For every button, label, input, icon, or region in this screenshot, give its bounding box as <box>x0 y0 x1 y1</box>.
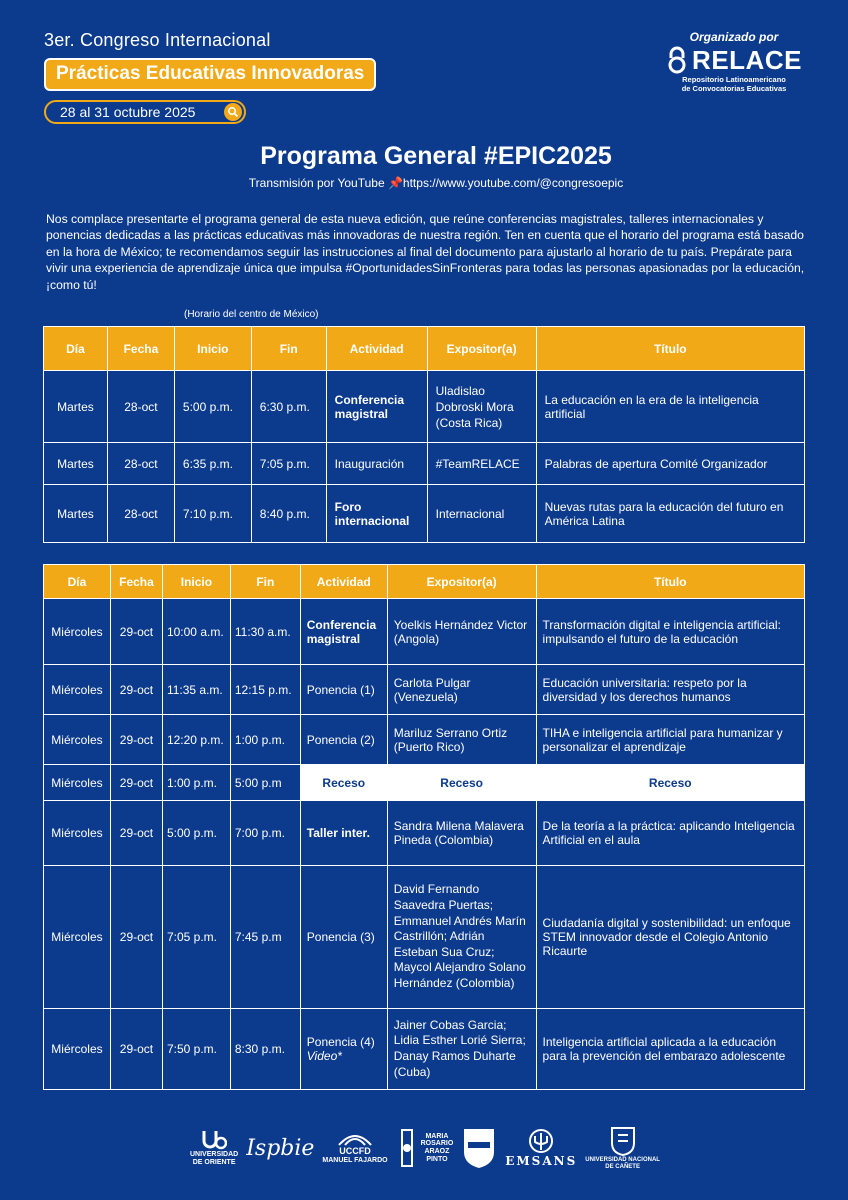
trident-icon <box>526 1128 556 1154</box>
col-fin: Fin <box>251 327 326 371</box>
table-row <box>44 866 805 1009</box>
maria-line-1: MARIA <box>425 1132 449 1140</box>
logo-canete <box>585 1125 660 1170</box>
logo-emsans <box>505 1128 577 1168</box>
col-actividad: Actividad <box>326 327 427 371</box>
cell-fecha: 29-oct <box>110 599 162 665</box>
cell-fecha: 29-oct <box>110 866 162 1009</box>
maria-line-4: PINTO <box>426 1155 448 1163</box>
cell-fin: 7:45 p.m <box>230 866 300 1009</box>
maria-line-2: ROSARIO <box>420 1140 454 1148</box>
cell-dia: Martes <box>44 485 108 543</box>
maria-line-3: ARAOZ <box>424 1148 450 1155</box>
stream-label: Transmisión por YouTube <box>248 176 388 190</box>
logo-universidad-oriente <box>190 1129 238 1166</box>
uo-line-1: UNIVERSIDAD <box>190 1151 239 1159</box>
cell-expositor: Mariluz Serrano Ortiz (Puerto Rico) <box>387 715 536 765</box>
col-fecha: Fecha <box>107 327 174 371</box>
cell-expositor: #TeamRELACE <box>427 443 536 485</box>
cell-fecha: 29-oct <box>110 1009 162 1090</box>
gear-icon <box>396 1128 418 1168</box>
table-row <box>44 1009 805 1090</box>
schedule-table-wednesday <box>43 564 805 1090</box>
schedule-table-tuesday <box>43 326 805 543</box>
cell-actividad: Ponencia (1) <box>300 665 387 715</box>
emsans-name: EMSANS <box>505 1154 578 1168</box>
cell-inicio: 5:00 p.m. <box>162 801 230 866</box>
uccfd-arc-icon <box>335 1131 375 1147</box>
cell-expositor: Yoelkis Hernández Victor (Angola) <box>387 599 536 665</box>
search-icon <box>224 103 242 121</box>
cell-inicio: 11:35 a.m. <box>162 665 230 715</box>
cell-inicio: 6:35 p.m. <box>174 443 251 485</box>
col-fecha: Fecha <box>110 565 162 599</box>
cell-actividad <box>300 1009 387 1090</box>
page-title: Programa General #EPIC2025 <box>260 142 612 170</box>
logo-shield <box>461 1126 497 1170</box>
cell-dia: Miércoles <box>44 599 111 665</box>
crest-icon <box>609 1125 637 1157</box>
table-row <box>44 801 805 866</box>
col-inicio: Inicio <box>162 565 230 599</box>
cell-fecha: 29-oct <box>110 715 162 765</box>
relace-lockup <box>664 46 804 74</box>
event-banner: Prácticas Educativas Innovadoras <box>44 58 376 91</box>
relace-sub-line-1: Repositorio Latinoamericano <box>682 75 786 84</box>
cell-fin: 7:05 p.m. <box>251 443 326 485</box>
organized-by-label: Organizado por <box>689 30 779 44</box>
col-dia: Día <box>44 327 108 371</box>
pin-icon: 📌 <box>387 176 403 190</box>
stream-line <box>0 176 848 190</box>
cell-dia: Miércoles <box>44 801 111 866</box>
uccfd-sub: MANUEL FAJARDO <box>322 1157 388 1165</box>
col-dia: Día <box>44 565 111 599</box>
cell-dia: Miércoles <box>44 866 111 1009</box>
cell-dia: Miércoles <box>44 715 111 765</box>
event-dates: 28 al 31 octubre 2025 <box>60 104 196 120</box>
cell-dia: Martes <box>44 371 108 443</box>
cell-titulo: Receso <box>536 765 804 801</box>
cell-fecha: 29-oct <box>110 801 162 866</box>
uo-emblem-icon <box>201 1129 227 1151</box>
date-pill <box>44 100 246 124</box>
cell-titulo: La educación en la era de la inteligencia artificial <box>536 371 804 443</box>
table-row <box>44 715 805 765</box>
uo-line-2: DE ORIENTE <box>192 1159 236 1166</box>
cell-expositor: Internacional <box>427 485 536 543</box>
cell-expositor: Carlota Pulgar (Venezuela) <box>387 665 536 715</box>
shield-icon <box>461 1126 497 1170</box>
cell-expositor: Uladislao Dobroski Mora (Costa Rica) <box>427 371 536 443</box>
table-row <box>44 371 805 443</box>
cell-actividad: Foro internacional <box>326 485 427 543</box>
table-row <box>44 485 805 543</box>
canete-line-2: DE CAÑETE <box>605 1164 640 1170</box>
relace-subtitle <box>664 76 804 93</box>
table-row <box>44 599 805 665</box>
cell-actividad: Ponencia (2) <box>300 715 387 765</box>
cell-titulo: Inteligencia artificial aplicada a la educación para la prevención del embarazo adolescente <box>536 1009 804 1090</box>
lock-icon <box>666 46 688 74</box>
event-header <box>44 30 376 124</box>
cell-inicio: 5:00 p.m. <box>174 371 251 443</box>
cell-dia: Martes <box>44 443 108 485</box>
cell-actividad: Conferencia magistral <box>326 371 427 443</box>
cell-expositor: Sandra Milena Malavera Pineda (Colombia) <box>387 801 536 866</box>
cell-actividad: Receso <box>300 765 387 801</box>
stream-url[interactable]: https://www.youtube.com/@congresoepic <box>402 176 624 190</box>
cell-titulo: De la teoría a la práctica: aplicando Inteligencia Artificial en el aula <box>536 801 804 866</box>
cell-inicio: 7:05 p.m. <box>162 866 230 1009</box>
cell-fecha: 29-oct <box>110 765 162 801</box>
cell-fin: 5:00 p.m <box>230 765 300 801</box>
cell-fecha: 28-oct <box>107 485 174 543</box>
cell-titulo: Transformación digital e inteligencia artificial: impulsando el futuro de la educación <box>536 599 804 665</box>
col-expositor: Expositor(a) <box>427 327 536 371</box>
cell-dia: Miércoles <box>44 1009 111 1090</box>
cell-expositor: Receso <box>387 765 536 801</box>
organizer-logo <box>664 30 804 93</box>
cell-actividad: Conferencia magistral <box>300 599 387 665</box>
table-header <box>44 327 805 371</box>
cell-inicio: 10:00 a.m. <box>162 599 230 665</box>
sponsor-logos <box>190 1120 660 1176</box>
cell-actividad: Inauguración <box>326 443 427 485</box>
cell-titulo: Ciudadanía digital y sostenibilidad: un enfoque STEM innovador desde el Colegio Antonio Ricaurte <box>536 866 804 1009</box>
cell-actividad: Ponencia (3) <box>300 866 387 1009</box>
cell-titulo: Palabras de apertura Comité Organizador <box>536 443 804 485</box>
cell-inicio: 7:10 p.m. <box>174 485 251 543</box>
activity-label: Ponencia (4) <box>306 1035 375 1049</box>
col-actividad: Actividad <box>300 565 387 599</box>
cell-titulo: Educación universitaria: respeto por la diversidad y los derechos humanos <box>536 665 804 715</box>
col-fin: Fin <box>230 565 300 599</box>
cell-fecha: 28-oct <box>107 443 174 485</box>
cell-inicio: 12:20 p.m. <box>162 715 230 765</box>
cell-actividad: Taller inter. <box>300 801 387 866</box>
col-inicio: Inicio <box>174 327 251 371</box>
timezone-note: (Horario del centro de México) <box>184 309 319 320</box>
cell-fin: 11:30 a.m. <box>230 599 300 665</box>
cell-fecha: 28-oct <box>107 371 174 443</box>
table-row <box>44 443 805 485</box>
cell-fin: 6:30 p.m. <box>251 371 326 443</box>
col-titulo: Título <box>536 565 804 599</box>
intro-paragraph: Nos complace presentarte el programa general de esta nueva edición, que reúne conferencias magistrales, talleres internacionales y ponencias dedicadas a las prácticas educativas más innovadoras de nuestra región. Ten en cuenta que el horario del programa está basado en la hora de México; te recomendamos seguir las instrucciones al final del documento para ajustarlo al horario de tu país. Prepárate para vivir una experiencia de aprendizaje única que impulsa #OportunidadesSinFronteras para todas las personas apasionadas por la educación, ¡como tú! <box>46 212 805 292</box>
isp-name: Ispbie <box>246 1135 315 1161</box>
cell-dia: Miércoles <box>44 665 111 715</box>
cell-fin: 12:15 p.m. <box>230 665 300 715</box>
cell-fin: 1:00 p.m. <box>230 715 300 765</box>
cell-titulo: Nuevas rutas para la educación del futuro en América Latina <box>536 485 804 543</box>
congress-line: 3er. Congreso Internacional <box>44 30 271 50</box>
table-header <box>44 565 805 599</box>
cell-expositor: Jainer Cobas Garcia; Lidia Esther Lorié Sierra; Danay Ramos Duharte (Cuba) <box>387 1009 536 1090</box>
cell-fin: 7:00 p.m. <box>230 801 300 866</box>
col-expositor: Expositor(a) <box>387 565 536 599</box>
activity-note: Video* <box>306 1049 342 1063</box>
cell-expositor: David Fernando Saavedra Puertas; Emmanuel Andrés Marín Castrillón; Adrián Esteban Sua Cruz; Maycol Alejandro Solano Hernández (Colombia) <box>387 866 536 1009</box>
table-row <box>44 665 805 715</box>
col-titulo: Título <box>536 327 804 371</box>
cell-dia: Miércoles <box>44 765 111 801</box>
cell-titulo: TIHA e inteligencia artificial para humanizar y personalizar el aprendizaje <box>536 715 804 765</box>
relace-name: RELACE <box>692 45 802 75</box>
cell-fin: 8:40 p.m. <box>251 485 326 543</box>
cell-fin: 8:30 p.m. <box>230 1009 300 1090</box>
cell-inicio: 7:50 p.m. <box>162 1009 230 1090</box>
relace-sub-line-2: de Convocatorias Educativas <box>681 83 787 93</box>
logo-isp <box>246 1136 314 1161</box>
cell-fecha: 29-oct <box>110 665 162 715</box>
table-row-recess <box>44 765 805 801</box>
logo-uccfd <box>322 1131 387 1165</box>
logo-maria-rosario <box>396 1128 454 1168</box>
canete-line-1: UNIVERSIDAD NACIONAL <box>585 1157 660 1164</box>
uccfd-name: UCCFD <box>339 1146 371 1157</box>
cell-inicio: 1:00 p.m. <box>162 765 230 801</box>
